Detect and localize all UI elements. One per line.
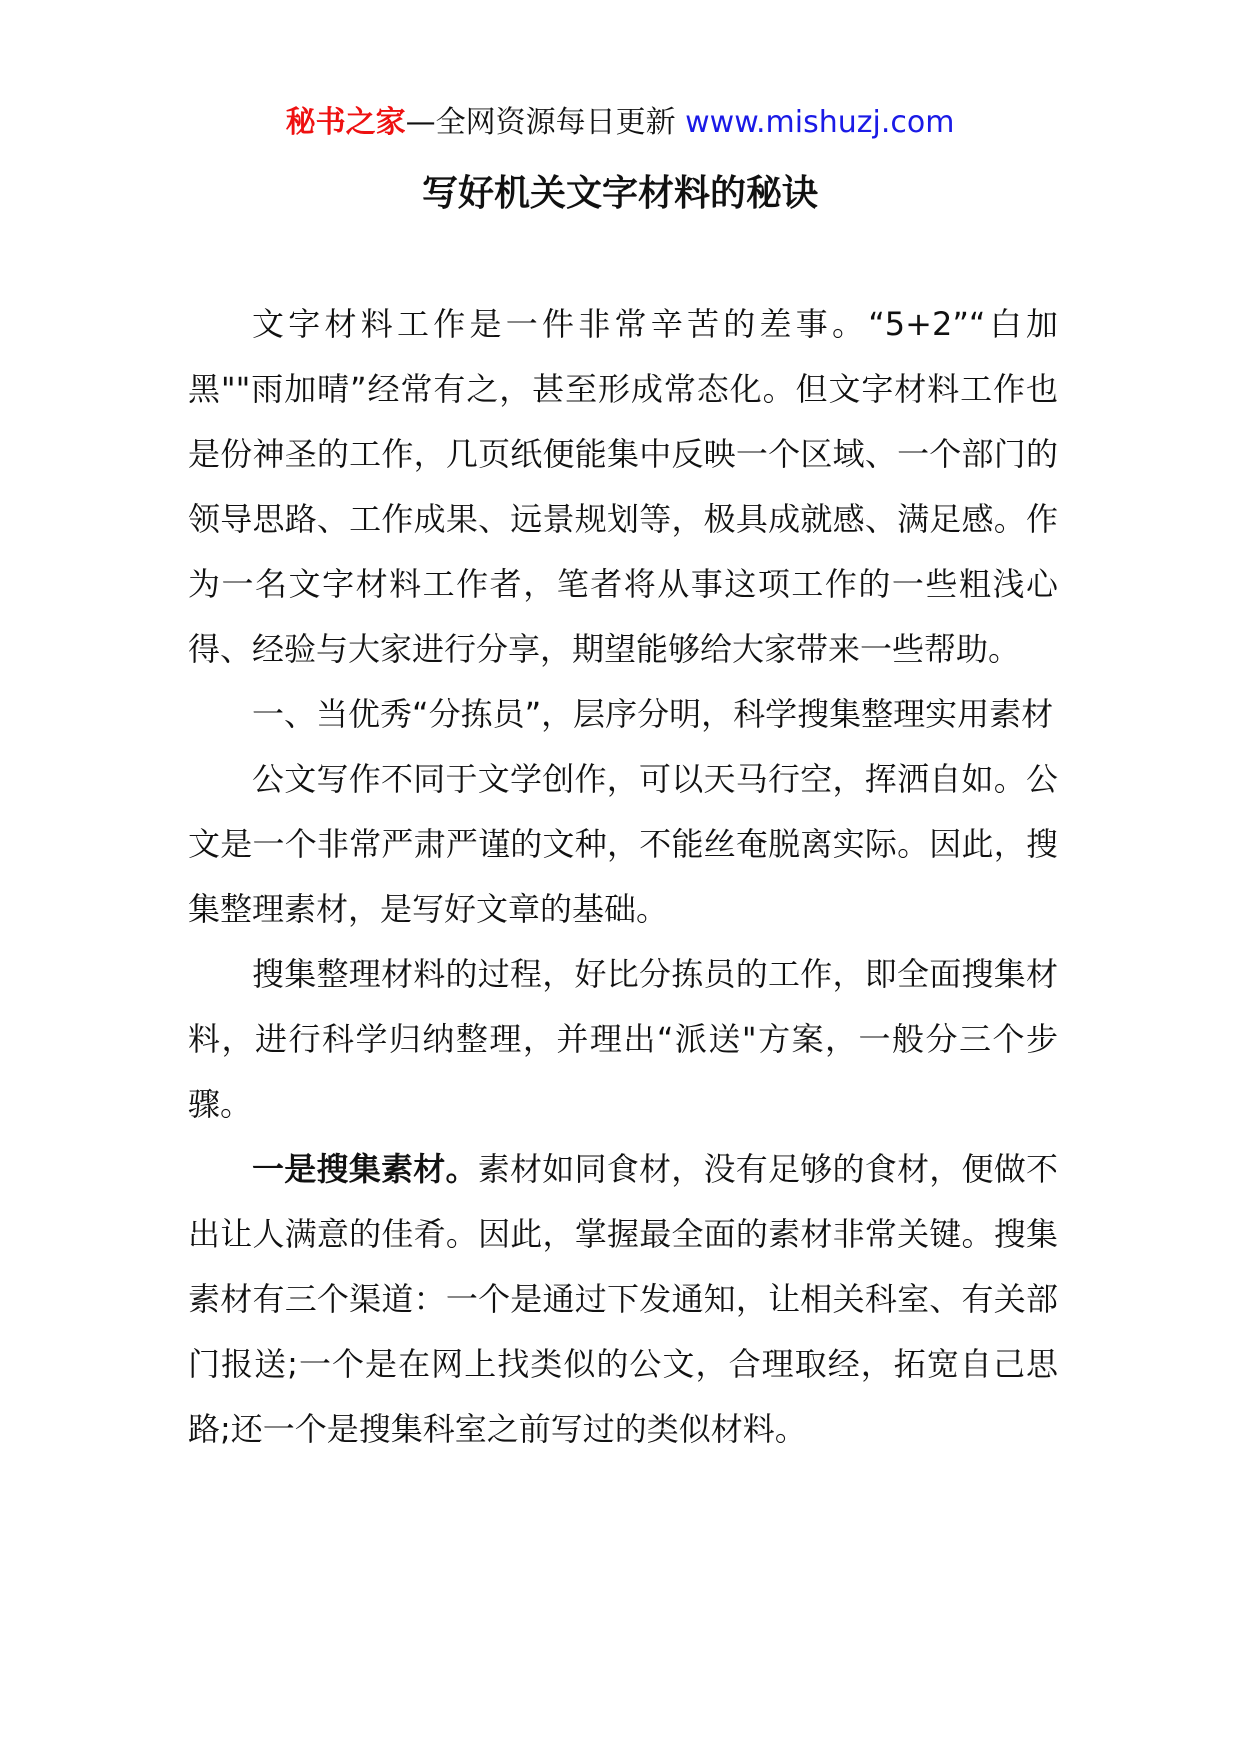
paragraph-intro: 文字材料工作是一件非常辛苦的差事。“5+2”“白加黑""雨加晴”经常有之，甚至形成常态化。但文字材料工作也是份神圣的工作，几页纸便能集中反映一个区域、一个部门的领导思路、工作成果、远景规划等，极具成就感、满足感。作为一名文字材料工作者，笔者将从事这项工作的一些粗浅心得、经验与大家进行分享，期望能够给大家带来一些帮助。	[188, 305, 1058, 668]
header-slogan: —全网资源每日更新	[405, 105, 686, 140]
site-url-link[interactable]: www.mishuzj.com	[685, 105, 955, 140]
paragraph-2: 公文写作不同于文学创作，可以天马行空，挥洒自如。公文是一个非常严肃严谨的文种，不能丝奄脱离实际。因此，搜集整理素材，是写好文章的基础。	[188, 760, 1058, 928]
paragraph-4	[188, 1137, 1058, 1462]
paragraph-4-body: 素材如同食材，没有足够的食材，便做不出让人满意的佳肴。因此，掌握最全面的素材非常关键。搜集素材有三个渠道：一个是通过下发通知，让相关科室、有关部门报送;一个是在网上找类似的公文，合理取经，拓宽自己思路;还一个是搜集科室之前写过的类似材料。	[188, 1150, 1058, 1448]
paragraph-3: 搜集整理材料的过程，好比分拣员的工作，即全面搜集材料，进行科学归纳整理，并理出“派送"方案，一般分三个步骤。	[188, 955, 1058, 1123]
paragraph-4-lead: 一是搜集素材。	[252, 1150, 478, 1188]
section-heading-1: 一、当优秀“分拣员”，层序分明，科学搜集整理实用素材	[252, 695, 1054, 733]
document-body	[188, 292, 1058, 1462]
document-title: 写好机关文字材料的秘诀	[421, 173, 818, 214]
site-header	[0, 98, 1240, 148]
brand-name: 秘书之家	[285, 105, 406, 140]
